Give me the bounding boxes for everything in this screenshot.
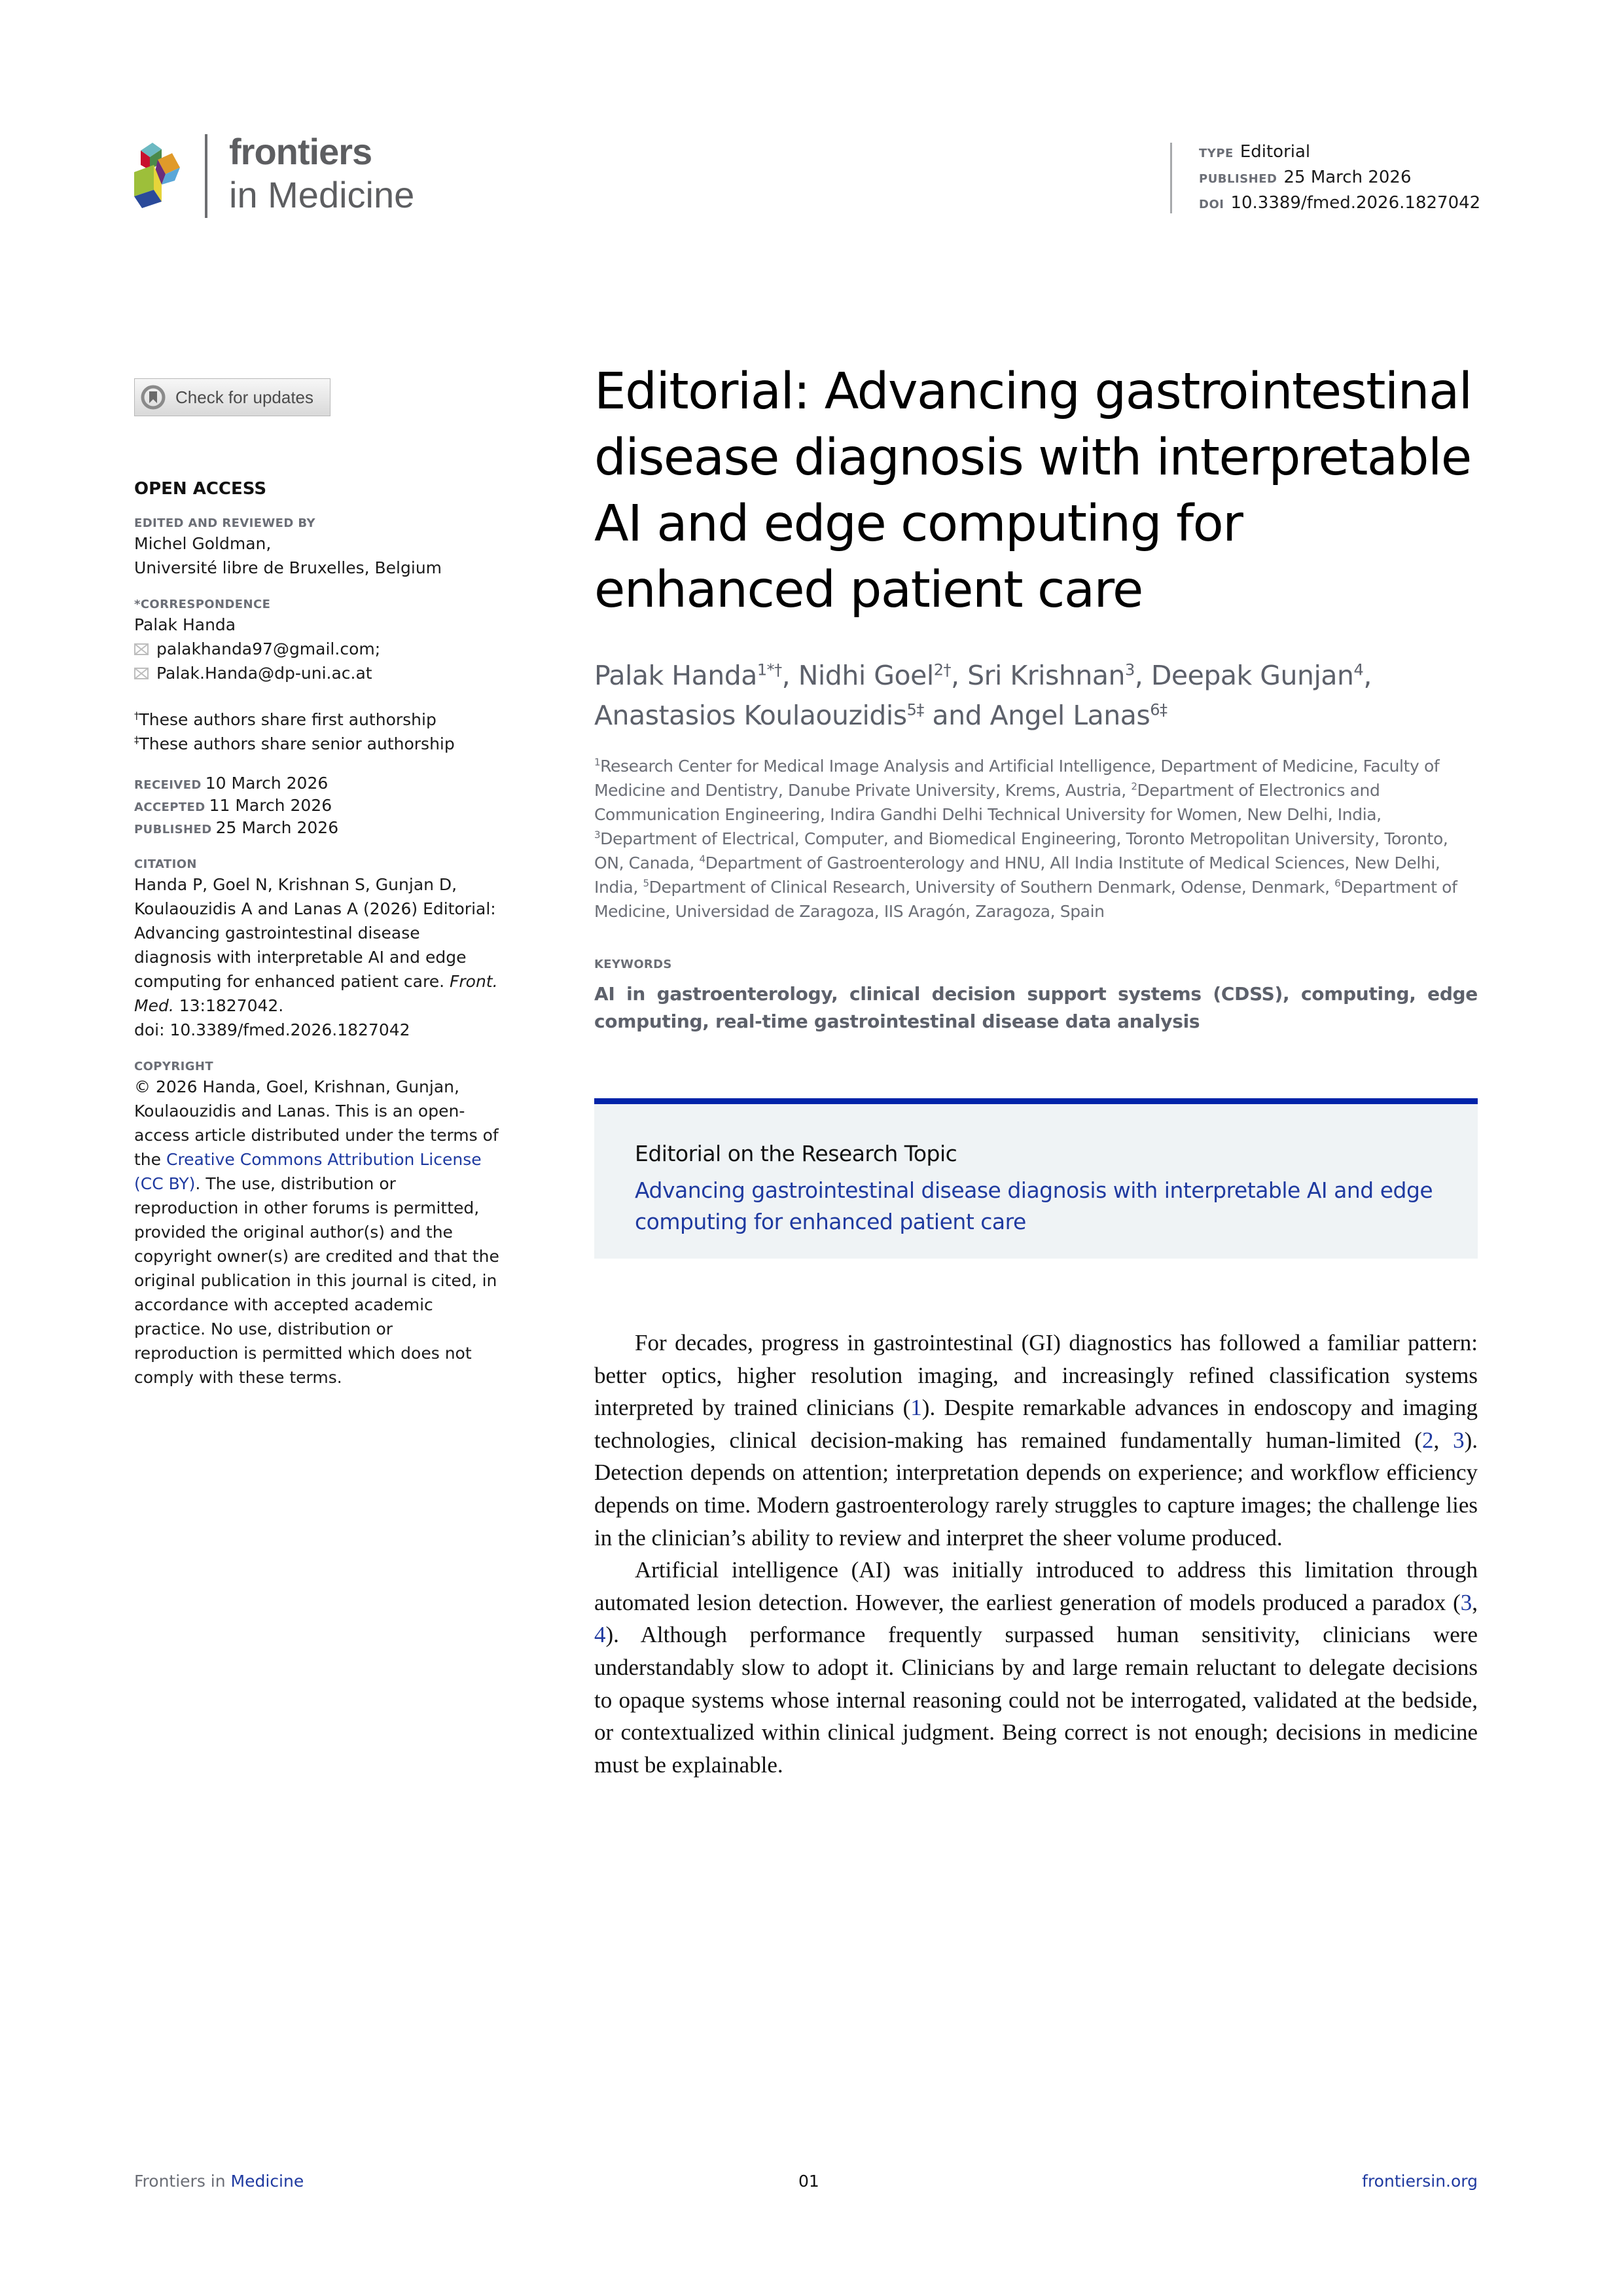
- dagger-mark: †: [134, 709, 139, 722]
- meta-divider: [1170, 143, 1172, 213]
- editor-affiliation: Université libre de Bruxelles, Belgium: [134, 558, 442, 577]
- double-dagger-mark: ‡: [134, 734, 139, 746]
- edited-by-label: EDITED AND REVIEWED BY: [134, 516, 315, 530]
- authorship-footnotes: [134, 708, 501, 756]
- body-paragraph: For decades, progress in gastrointestinal (GI) diagnostics has followed a familiar pattern: better optics, higher resolution imaging, and increasingly refined classification systems interpreted by trained clinicians (1). Despite remarkable advances in endoscopy and imaging technologies, clinical decision-making has remained fundamentally human-limited (2, 3). Detection depends on attention; interpretation depends on experience; and workflow efficiency depends on time. Modern gastroenterology rarely struggles to capture images; the challenge lies in the clinician’s ability to review and interpret the sheer volume produced.: [594, 1330, 1478, 1551]
- envelope-icon: [134, 643, 149, 655]
- body-paragraph: Artificial intelligence (AI) was initially introduced to address this limitation through automated lesion detection. However, the earliest generation of models produced a paradox (3, 4). Although performance frequently surpassed human sensitivity, clinicians were understandably slow to adopt it. Clinicians by and large remain reluctant to delegate decisions to opaque systems whose internal reasoning could not be interrogated, validated at the bedside, or contextualized within clinical judgment. Being correct is not enough; decisions in medicine must be explainable.: [594, 1557, 1478, 1778]
- affiliation-text: Department of Electronics and Communication Engineering, Indira Gandhi Delhi Technical University for Women, New Delhi, India,: [594, 781, 1382, 824]
- affiliation-number: 2: [1131, 780, 1137, 793]
- meta-type-row: [1199, 140, 1480, 166]
- author-affiliation-marker: 3: [1124, 660, 1135, 679]
- frontiers-cubes-icon: [134, 136, 193, 208]
- received-date: 10 March 2026: [205, 774, 329, 793]
- cc-by-license-link[interactable]: Creative Commons Attribution License (CC BY): [134, 1150, 482, 1193]
- author-name[interactable]: Palak Handa: [594, 660, 757, 691]
- footer-journal-name[interactable]: Medicine: [230, 2172, 304, 2191]
- article-main: [594, 359, 1478, 1781]
- meta-doi-row: [1199, 191, 1480, 217]
- article-body: [594, 1327, 1478, 1781]
- correspondence-label: *CORRESPONDENCE: [134, 598, 271, 611]
- brand-name: frontiers: [229, 131, 372, 172]
- research-topic-heading: Editorial on the Research Topic: [635, 1141, 957, 1166]
- meta-doi-value[interactable]: 10.3389/fmed.2026.1827042: [1230, 193, 1481, 213]
- logo-divider: [205, 134, 207, 218]
- email-row: [134, 637, 501, 661]
- citation-doi: doi: 10.3389/fmed.2026.1827042: [134, 1020, 410, 1039]
- author-affiliation-marker: 1*†: [757, 660, 782, 679]
- citation-text: Handa P, Goel N, Krishnan S, Gunjan D, Koulaouzidis A and Lanas A (2026) Editorial: Advancing gastrointestinal disease diagnosis with interpretable AI and edge computing for enhanced patient care. Front. Med. 13:1827042. doi: 10.3389/fmed.2026.1827042: [134, 875, 498, 1039]
- reference-link[interactable]: 2: [1421, 1427, 1434, 1453]
- author-name[interactable]: Sri Krishnan: [967, 660, 1125, 691]
- reference-link[interactable]: 3: [1460, 1589, 1472, 1615]
- bookmark-circle-icon: [140, 384, 166, 410]
- published-date: 25 March 2026: [215, 818, 339, 837]
- citation-journal: Front. Med.: [134, 972, 498, 1015]
- author-name[interactable]: Angel Lanas: [990, 700, 1150, 731]
- keywords-label: KEYWORDS: [594, 958, 672, 971]
- senior-authorship-text: These authors share senior authorship: [139, 734, 455, 753]
- copyright-text: © 2026 Handa, Goel, Krishnan, Gunjan, Koulaouzidis and Lanas. This is an open-access article distributed under the terms of the Creative Commons Attribution License (CC BY). The use, distribution or reproduction in other forums is permitted, provided the original author(s) and the copyright owner(s) are credited and that the original publication in this journal is cited, in accordance with accepted academic practice. No use, distribution or reproduction is permitted which does not comply with these terms.: [134, 1077, 499, 1387]
- page-number: 01: [798, 2172, 819, 2191]
- affiliation-number: 1: [594, 756, 601, 768]
- received-label: RECEIVED: [134, 778, 202, 792]
- accepted-date: 11 March 2026: [209, 796, 332, 815]
- meta-published-row: [1199, 166, 1480, 191]
- affiliation-number: 5: [643, 877, 649, 889]
- article-title: Editorial: Advancing gastrointestinal disease diagnosis with interpretable AI and edge computing for enhanced patient care: [594, 363, 1472, 619]
- meta-type-label: TYPE: [1199, 147, 1234, 160]
- email-link[interactable]: palakhanda97@gmail.com;: [156, 639, 381, 658]
- frontiersin-link[interactable]: frontiersin.org: [1362, 2172, 1478, 2191]
- author-name[interactable]: Deepak Gunjan: [1150, 660, 1354, 691]
- keywords: AI in gastroenterology, clinical decision support systems (CDSS), computing, edge computing, real-time gastrointestinal disease data analysis: [594, 983, 1478, 1032]
- affiliation-text: Department of Gastroenterology and HNU, All India Institute of Medical Sciences, New Delhi, India,: [594, 853, 1440, 897]
- check-for-updates-label: Check for updates: [175, 387, 314, 407]
- affiliation-number: 4: [699, 853, 705, 865]
- footer-journal: [134, 2172, 304, 2191]
- affiliation-number: 6: [1334, 877, 1341, 889]
- page-footer: [134, 2172, 1478, 2198]
- article-dates: [134, 773, 501, 840]
- meta-published-value: 25 March 2026: [1283, 168, 1412, 187]
- affiliation-text: Department of Medicine, Universidad de Zaragoza, IIS Aragón, Zaragoza, Spain: [594, 878, 1457, 921]
- author-affiliation-marker: 5‡: [906, 700, 924, 719]
- sidebar: [134, 378, 501, 1390]
- affiliation-text: Department of Clinical Research, University of Southern Denmark, Odense, Denmark,: [649, 878, 1335, 897]
- envelope-icon: [134, 668, 149, 679]
- author-affiliation-marker: 6‡: [1150, 700, 1168, 719]
- affiliation-number: 3: [594, 829, 601, 841]
- accepted-label: ACCEPTED: [134, 800, 205, 814]
- email-link[interactable]: Palak.Handa@dp-uni.ac.at: [156, 664, 372, 683]
- footer-prefix: Frontiers in: [134, 2172, 231, 2191]
- copyright-label: COPYRIGHT: [134, 1060, 214, 1073]
- affiliation-text: Research Center for Medical Image Analysis and Artificial Intelligence, Department of Medicine, Faculty of Medicine and Dentistry, Danube Private University, Krems, Austria,: [594, 757, 1440, 800]
- citation-label: CITATION: [134, 857, 197, 871]
- meta-doi-label: DOI: [1199, 198, 1224, 211]
- article-meta: [1199, 140, 1480, 217]
- journal-name: in Medicine: [229, 174, 415, 215]
- editor-name: Michel Goldman,: [134, 534, 272, 553]
- affiliation-text: Department of Electrical, Computer, and Biomedical Engineering, Toronto Metropolitan University, Toronto, ON, Canada,: [594, 829, 1448, 872]
- affiliations: [594, 754, 1478, 924]
- author-affiliation-marker: 4: [1353, 660, 1364, 679]
- first-authorship-text: These authors share first authorship: [139, 710, 437, 729]
- published-label: PUBLISHED: [134, 823, 212, 836]
- first-authorship-note: [134, 708, 501, 732]
- check-for-updates-button[interactable]: [134, 378, 330, 416]
- open-access-label: OPEN ACCESS: [134, 479, 267, 499]
- author-list: Palak Handa$^{1*\dagger}$, Nidhi Goel$^{2\dagger}$, Sri Krishnan$^3$, Deepak Gunjan$^4$, Anastasios Koulaouzidis$^{5\ddagger}$ and Angel Lanas$^{6\ddagger}$: [594, 660, 1372, 731]
- reference-link[interactable]: 4: [594, 1622, 606, 1648]
- author-name[interactable]: Nidhi Goel: [798, 660, 934, 691]
- email-row: [134, 661, 501, 685]
- reference-link[interactable]: 3: [1453, 1427, 1465, 1453]
- senior-authorship-note: [134, 732, 501, 756]
- author-affiliation-marker: 2†: [933, 660, 951, 679]
- research-topic-box: [594, 1098, 1478, 1259]
- correspondent-name: Palak Handa: [134, 615, 236, 634]
- reference-link[interactable]: 1: [910, 1395, 922, 1421]
- author-name[interactable]: Anastasios Koulaouzidis: [594, 700, 907, 731]
- meta-type-value: Editorial: [1240, 142, 1311, 162]
- research-topic-link[interactable]: Advancing gastrointestinal disease diagnosis with interpretable AI and edge computing for enhanced patient care: [635, 1177, 1433, 1234]
- meta-published-label: PUBLISHED: [1199, 172, 1277, 186]
